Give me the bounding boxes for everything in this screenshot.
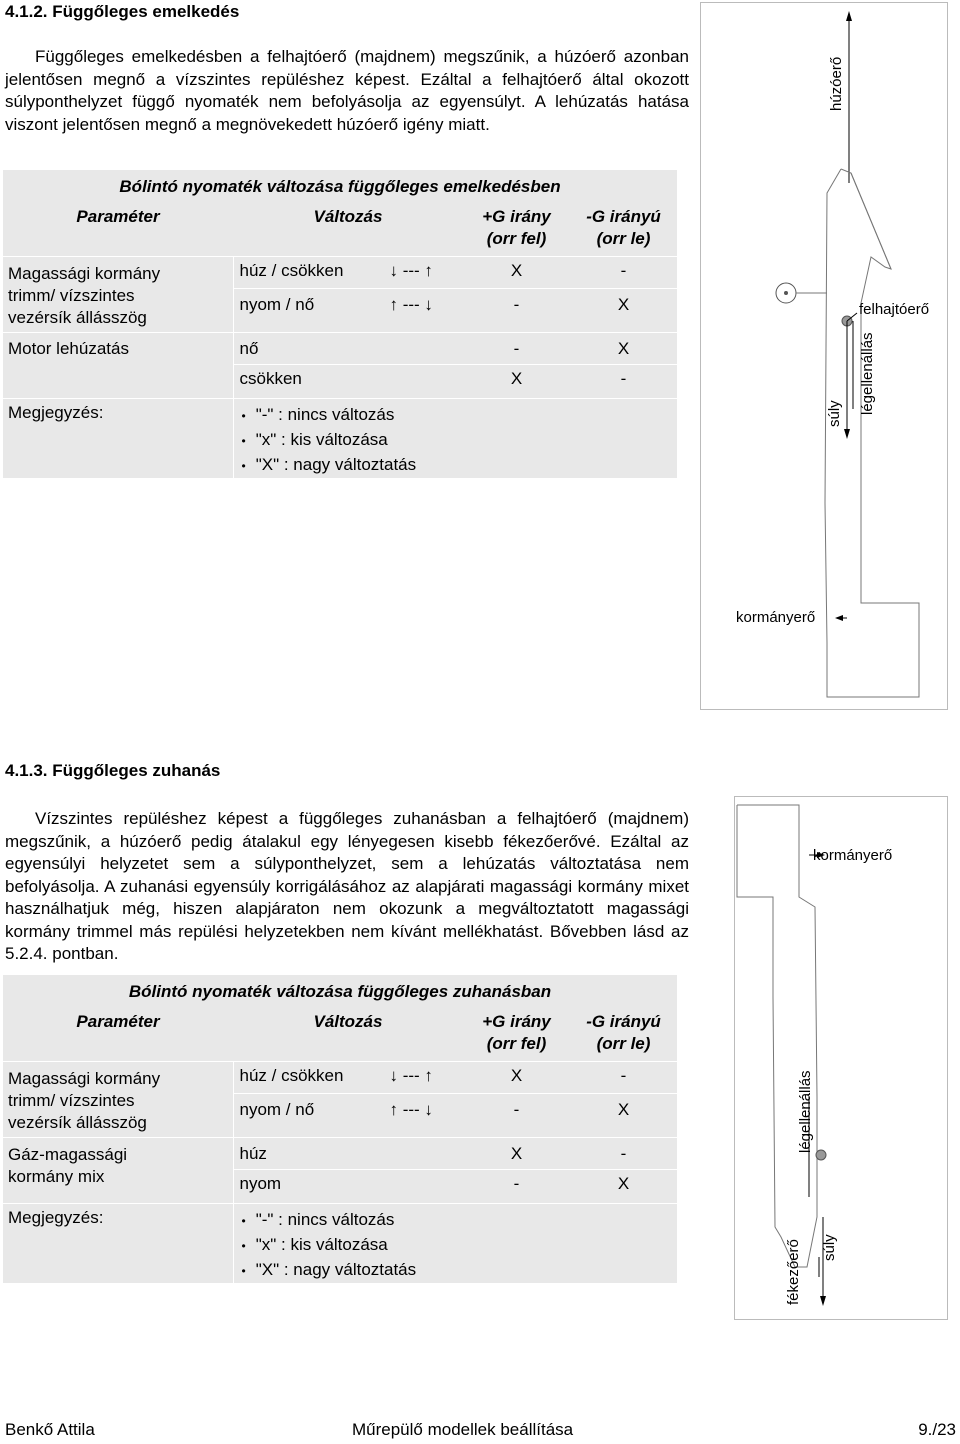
footer-author: Benkő Attila: [5, 1420, 95, 1439]
cell-neg: -: [570, 256, 677, 288]
cell-change: nő: [233, 332, 463, 364]
row-param-elevator: Magassági kormány trimm/ vízszintes vezérsík állásszög: [3, 1061, 233, 1137]
aircraft-climb-drawing: [701, 3, 947, 709]
footer-title: Műrepülő modellek beállítása: [352, 1420, 574, 1439]
cell-pos: X: [463, 256, 570, 288]
col-header-change: Változás: [313, 1012, 383, 1031]
cell-change: húz / csökken: [233, 256, 390, 288]
cell-change: csökken: [233, 364, 463, 398]
table-caption: Bólintó nyomaték változása függőleges zuhanásban: [128, 982, 552, 1001]
cell-neg: X: [570, 332, 677, 364]
row-param-downthrust: Motor lehúzatás: [3, 332, 233, 364]
cell-arrows: ↓ --- ↑: [390, 256, 464, 288]
note-label: Megjegyzés:: [3, 1203, 233, 1283]
cell-pos: X: [463, 1061, 570, 1093]
cell-neg: X: [570, 288, 677, 332]
climb-force-diagram: [700, 2, 948, 710]
pitch-table-climb: [3, 170, 677, 478]
label-lift: felhajtóerő: [859, 301, 930, 318]
cell-pos: -: [463, 288, 570, 332]
row-param-throttle-mix: Gáz-magassági kormány mix: [3, 1137, 233, 1203]
cell-pos: -: [463, 1169, 570, 1203]
cell-pos: -: [463, 332, 570, 364]
section-heading-climb: 4.1.2. Függőleges emelkedés: [5, 2, 240, 21]
section-paragraph-dive: Vízszintes repüléshez képest a függőleges zuhanásban a felhajtóerő (majdnem) megszűnik, a húzóerő pedig átalakul egy lényegesen kisebb fékezőerővé. Ezáltal az egyensúlyi helyzetet sem a súlyponthelyzet, sem a lehúzatás változtatása nem befolyásolja. A zuhanási egyensúly korrigálásához az alapjárati magassági kormány mixet használhatjuk még, hiszen alapjáraton nem okozunk a megváltoztatott magassági kormány trimmel más repülési helyzetekben nem kívánt mellékhatást. Bővebben lásd az 5.2.4. pontban.: [5, 809, 689, 963]
cell-neg: -: [570, 1061, 677, 1093]
cell-neg: -: [570, 364, 677, 398]
pitch-table-dive: [3, 975, 677, 1283]
section-paragraph-climb: Függőleges emelkedésben a felhajtóerő (majdnem) megszűnik, a húzóerő azonban jelentősen megnő a vízszintes repüléshez képest. Ezáltal a felhajtóerő által okozott súlyponthelyzet függő nyomaték nem befolyásolja az egyensúlyt. A lehúzatás hatása viszont jelentősen megnő a megnövekedett húzóerő igény miatt.: [5, 47, 689, 134]
cell-pos: X: [463, 1137, 570, 1169]
label-drag: légellenállás: [797, 1070, 814, 1153]
cell-neg: X: [570, 1169, 677, 1203]
col-header-pos-g: +G irány (orr fel): [482, 1012, 551, 1053]
col-header-pos-g: +G irány (orr fel): [482, 207, 551, 248]
cell-neg: X: [570, 1093, 677, 1137]
label-weight: súly: [826, 400, 843, 427]
col-header-neg-g: -G irányú (orr le): [586, 1012, 661, 1053]
col-header-change: Változás: [313, 207, 383, 226]
label-drag: légellenállás: [859, 332, 876, 415]
note-label: Megjegyzés:: [3, 398, 233, 478]
label-control-force: kormányerő: [813, 847, 893, 864]
label-thrust: húzóerő: [828, 56, 845, 111]
footer-page: 9./23: [918, 1420, 956, 1439]
cell-pos: -: [463, 1093, 570, 1137]
dive-force-diagram: [734, 796, 948, 1320]
aircraft-dive-drawing: [735, 797, 947, 1319]
cell-arrows: ↑ --- ↓: [390, 1093, 464, 1137]
note-list: • "-" : nincs változás • "x" : kis változása • "X" : nagy változtatás: [233, 398, 677, 478]
cell-change: nyom / nő: [233, 1093, 390, 1137]
cell-pos: X: [463, 364, 570, 398]
label-weight: súly: [821, 1234, 838, 1261]
col-header-param: Paraméter: [76, 1012, 160, 1031]
cell-arrows: ↓ --- ↑: [390, 1061, 464, 1093]
label-brake-force: fékezőerő: [785, 1239, 802, 1305]
cell-arrows: ↑ --- ↓: [390, 288, 464, 332]
cell-change: húz: [233, 1137, 463, 1169]
cell-neg: -: [570, 1137, 677, 1169]
label-control-force: kormányerő: [736, 609, 816, 626]
cell-change: nyom: [233, 1169, 463, 1203]
col-header-neg-g: -G irányú (orr le): [586, 207, 661, 248]
table-caption: Bólintó nyomaték változása függőleges emelkedésben: [119, 177, 561, 196]
cell-change: húz / csökken: [233, 1061, 390, 1093]
note-list: • "-" : nincs változás • "x" : kis változása • "X" : nagy változtatás: [233, 1203, 677, 1283]
row-param-elevator: Magassági kormány trimm/ vízszintes vezérsík állásszög: [3, 256, 233, 332]
col-header-param: Paraméter: [76, 207, 160, 226]
section-heading-dive: 4.1.3. Függőleges zuhanás: [5, 761, 221, 780]
cell-change: nyom / nő: [233, 288, 390, 332]
